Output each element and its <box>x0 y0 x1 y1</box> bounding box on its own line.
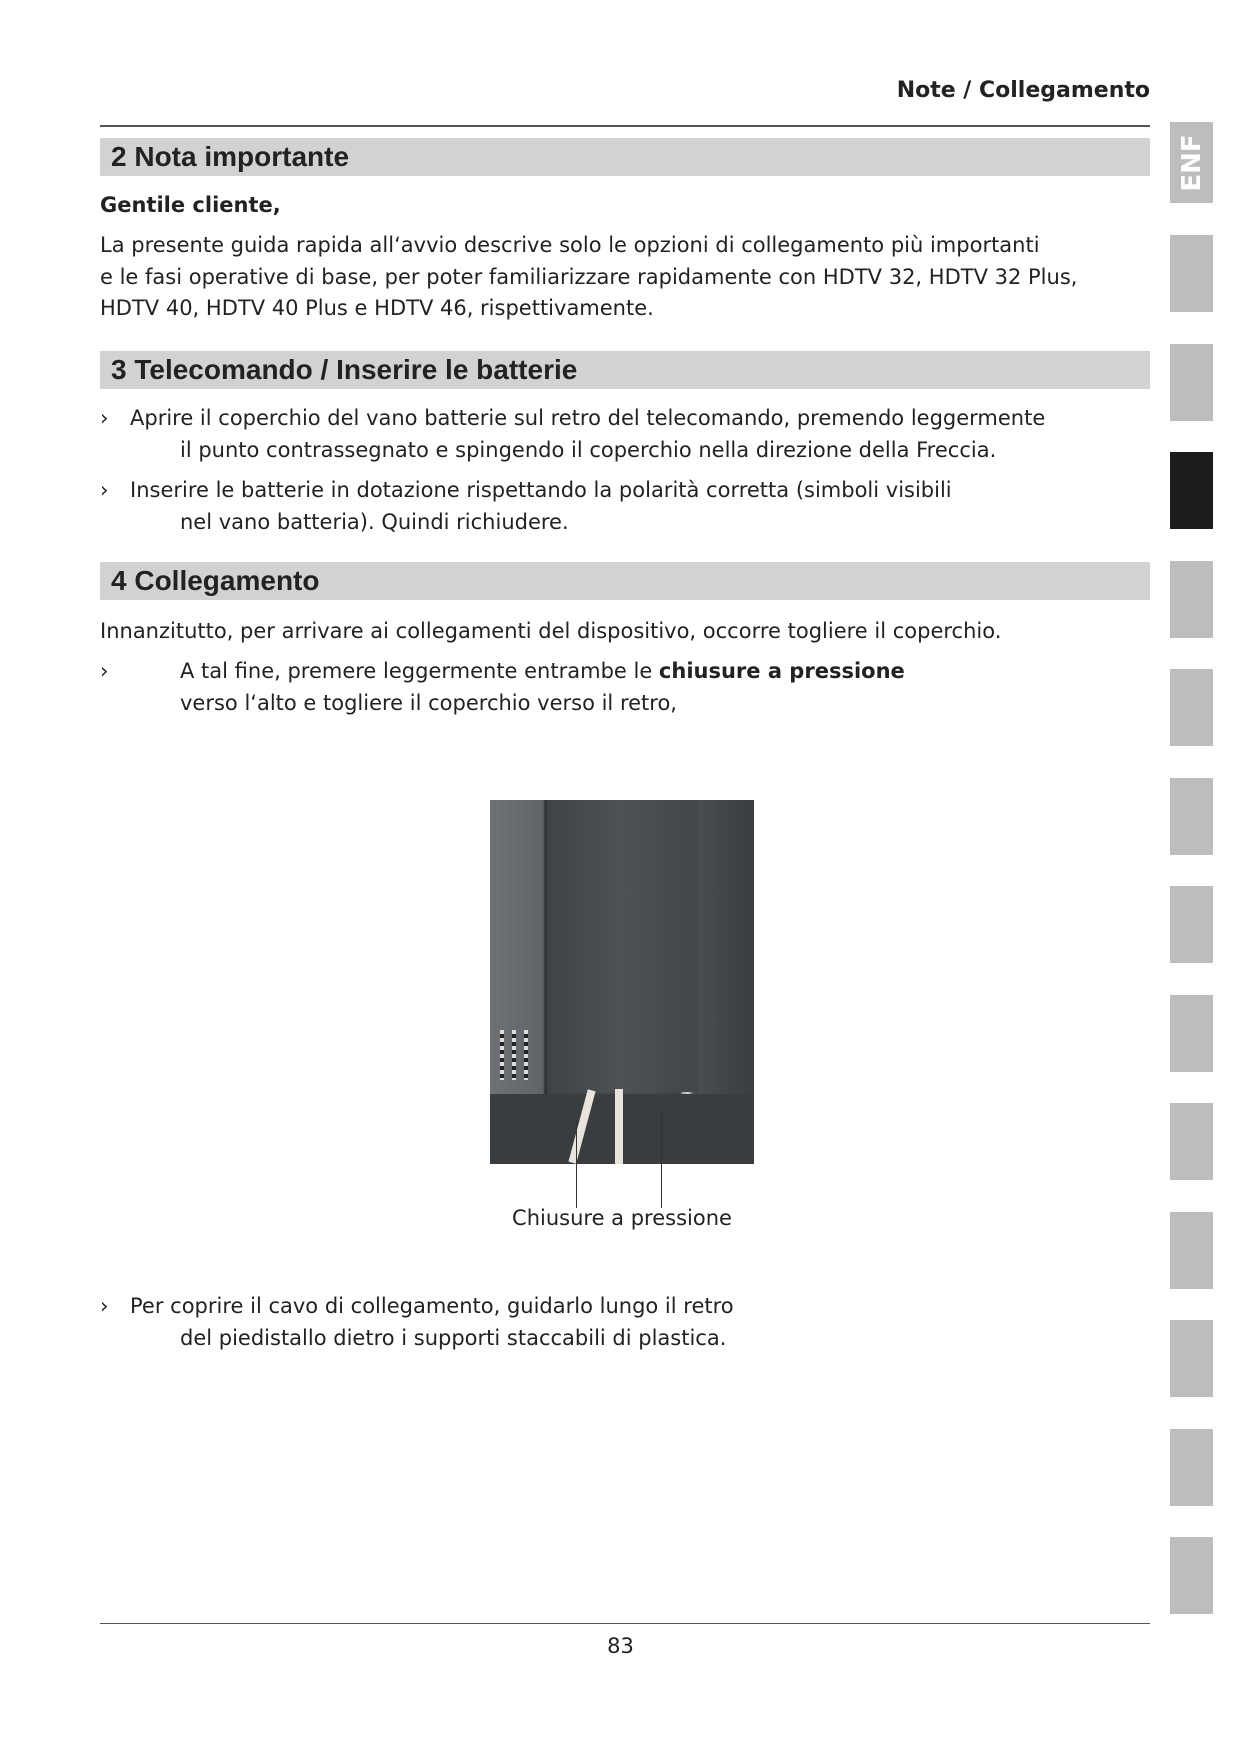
tv-cover <box>548 800 698 1092</box>
bullet-marker: › <box>100 478 109 502</box>
chapter-tab[interactable] <box>1170 1212 1213 1289</box>
chapter-tab[interactable] <box>1170 1537 1213 1614</box>
chapter-tab[interactable] <box>1170 1429 1213 1506</box>
callout-line <box>576 1120 577 1208</box>
photo-caption: Chiusure a pressione <box>512 1206 732 1230</box>
callout-line <box>661 1112 662 1208</box>
language-tab-enf[interactable] <box>1170 122 1213 203</box>
bullet-bold-text: chiusure a pressione <box>658 659 905 683</box>
chapter-tab[interactable] <box>1170 886 1213 963</box>
bullet-line: Inserire le batterie in dotazione rispettando la polarità corretta (simboli visibili <box>130 478 952 502</box>
language-tab-label: ENF <box>1176 133 1207 192</box>
section-heading-collegamento: 4 Collegamento <box>100 562 1150 600</box>
header-rule <box>100 125 1150 127</box>
section-heading-nota-importante: 2 Nota importante <box>100 138 1150 176</box>
bullet-line: del piedistallo dietro i supporti staccabili di plastica. <box>180 1326 727 1350</box>
running-header: Note / Collegamento <box>896 78 1150 103</box>
bullet-text: A tal fine, premere leggermente entrambe le <box>180 659 659 683</box>
chapter-tab[interactable] <box>1170 344 1213 421</box>
chapter-tab[interactable] <box>1170 778 1213 855</box>
greeting: Gentile cliente, <box>100 193 281 217</box>
intro-text: Innanzitutto, per arrivare ai collegamenti del dispositivo, occorre togliere il coperchio. <box>100 619 1002 643</box>
bullet-marker: › <box>100 1294 109 1318</box>
chapter-tab[interactable] <box>1170 452 1213 529</box>
chapter-tab[interactable] <box>1170 1320 1213 1397</box>
paragraph-line: HDTV 40, HDTV 40 Plus e HDTV 46, rispettivamente. <box>100 296 654 320</box>
section-heading-telecomando: 3 Telecomando / Inserire le batterie <box>100 351 1150 389</box>
chapter-tab[interactable] <box>1170 235 1213 312</box>
bullet-line: Per coprire il cavo di collegamento, guidarlo lungo il retro <box>130 1294 734 1318</box>
chapter-tab[interactable] <box>1170 561 1213 638</box>
chapter-tab[interactable] <box>1170 1103 1213 1180</box>
footer-rule <box>100 1623 1150 1624</box>
page-number: 83 <box>607 1634 634 1658</box>
bullet-marker: › <box>100 659 109 683</box>
chapter-tab[interactable] <box>1170 995 1213 1072</box>
paragraph-line: e le fasi operative di base, per poter familiarizzare rapidamente con HDTV 32, HDTV 32 Plus, <box>100 265 1078 289</box>
tv-back-photo <box>490 800 754 1164</box>
bullet-line: Aprire il coperchio del vano batterie sul retro del telecomando, premendo leggermente <box>130 406 1046 430</box>
bullet-line: verso l‘alto e togliere il coperchio verso il retro, <box>180 691 677 715</box>
chapter-tab[interactable] <box>1170 669 1213 746</box>
paragraph-line: La presente guida rapida all‘avvio descrive solo le opzioni di collegamento più importanti <box>100 233 1040 257</box>
bullet-line: nel vano batteria). Quindi richiudere. <box>180 510 569 534</box>
bullet-marker: › <box>100 406 109 430</box>
bullet-line: il punto contrassegnato e spingendo il coperchio nella direzione della Freccia. <box>180 438 997 462</box>
